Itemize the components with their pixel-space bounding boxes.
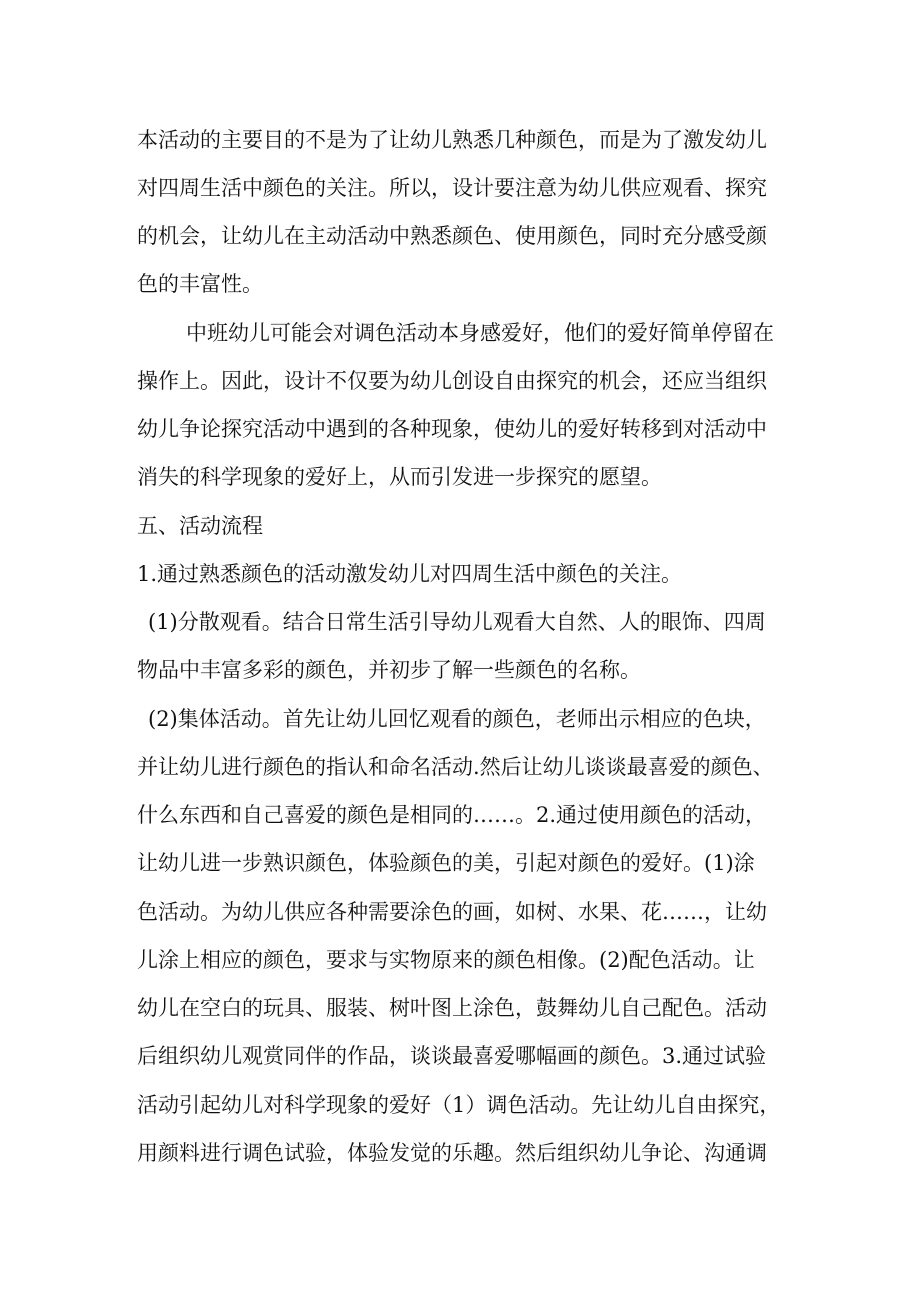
text-line: 1.通过熟悉颜色的活动激发幼儿对四周生活中颜色的关注。 [137,562,683,586]
text-line: (1)分散观看。结合日常生活引导幼儿观看大自然、人的眼饰、四周 [148,610,766,634]
text-line: (2)集体活动。首先让幼儿回忆观看的颜色，老师出示相应的色块， [148,707,766,731]
text-line: 操作上。因此，设计不仅要为幼儿创设自由探究的机会，还应当组织 [137,369,767,393]
text-line: 用颜料进行调色试验，体验发觉的乐趣。然后组织幼儿争论、沟通调 [137,1141,767,1165]
text-line: 的机会，让幼儿在主动活动中熟悉颜色、使用颜色，同时充分感受颜 [137,224,767,248]
text-line: 幼儿争论探究活动中遇到的各种现象，使幼儿的爱好转移到对活动中 [137,417,767,441]
text-line: 色活动。为幼儿供应各种需要涂色的画，如树、水果、花……，让幼 [137,900,767,924]
text-line: 活动引起幼儿对科学现象的爱好（1）调色活动。先让幼儿自由探究， [137,1093,781,1117]
section-heading: 五、活动流程 [137,514,263,538]
text-line: 色的丰富性。 [137,272,263,296]
text-line: 对四周生活中颜色的关注。所以，设计要注意为幼儿供应观看、探究 [137,176,767,200]
text-line: 儿涂上相应的颜色，要求与实物原来的颜色相像。(2)配色活动。让 [137,948,755,972]
text-line: 什么东西和自己喜爱的颜色是相同的……。2.通过使用颜色的活动， [137,803,767,827]
text-line: 幼儿在空白的玩具、服装、树叶图上涂色，鼓舞幼儿自己配色。活动 [137,996,767,1020]
text-line: 物品中丰富多彩的颜色，并初步了解一些颜色的名称。 [137,658,641,682]
text-line: 让幼儿进一步熟识颜色，体验颜色的美，引起对颜色的爱好。(1)涂 [137,851,755,875]
text-line: 中班幼儿可能会对调色活动本身感爱好，他们的爱好简单停留在 [186,321,774,345]
text-line: 并让幼儿进行颜色的指认和命名活动.然后让幼儿谈谈最喜爱的颜色、 [137,755,774,779]
text-line: 后组织幼儿观赏同伴的作品，谈谈最喜爱哪幅画的颜色。3.通过试验 [137,1044,767,1068]
text-line: 消失的科学现象的爱好上，从而引发进一步探究的愿望。 [137,465,662,489]
text-line: 本活动的主要目的不是为了让幼儿熟悉几种颜色，而是为了激发幼儿 [137,128,767,152]
